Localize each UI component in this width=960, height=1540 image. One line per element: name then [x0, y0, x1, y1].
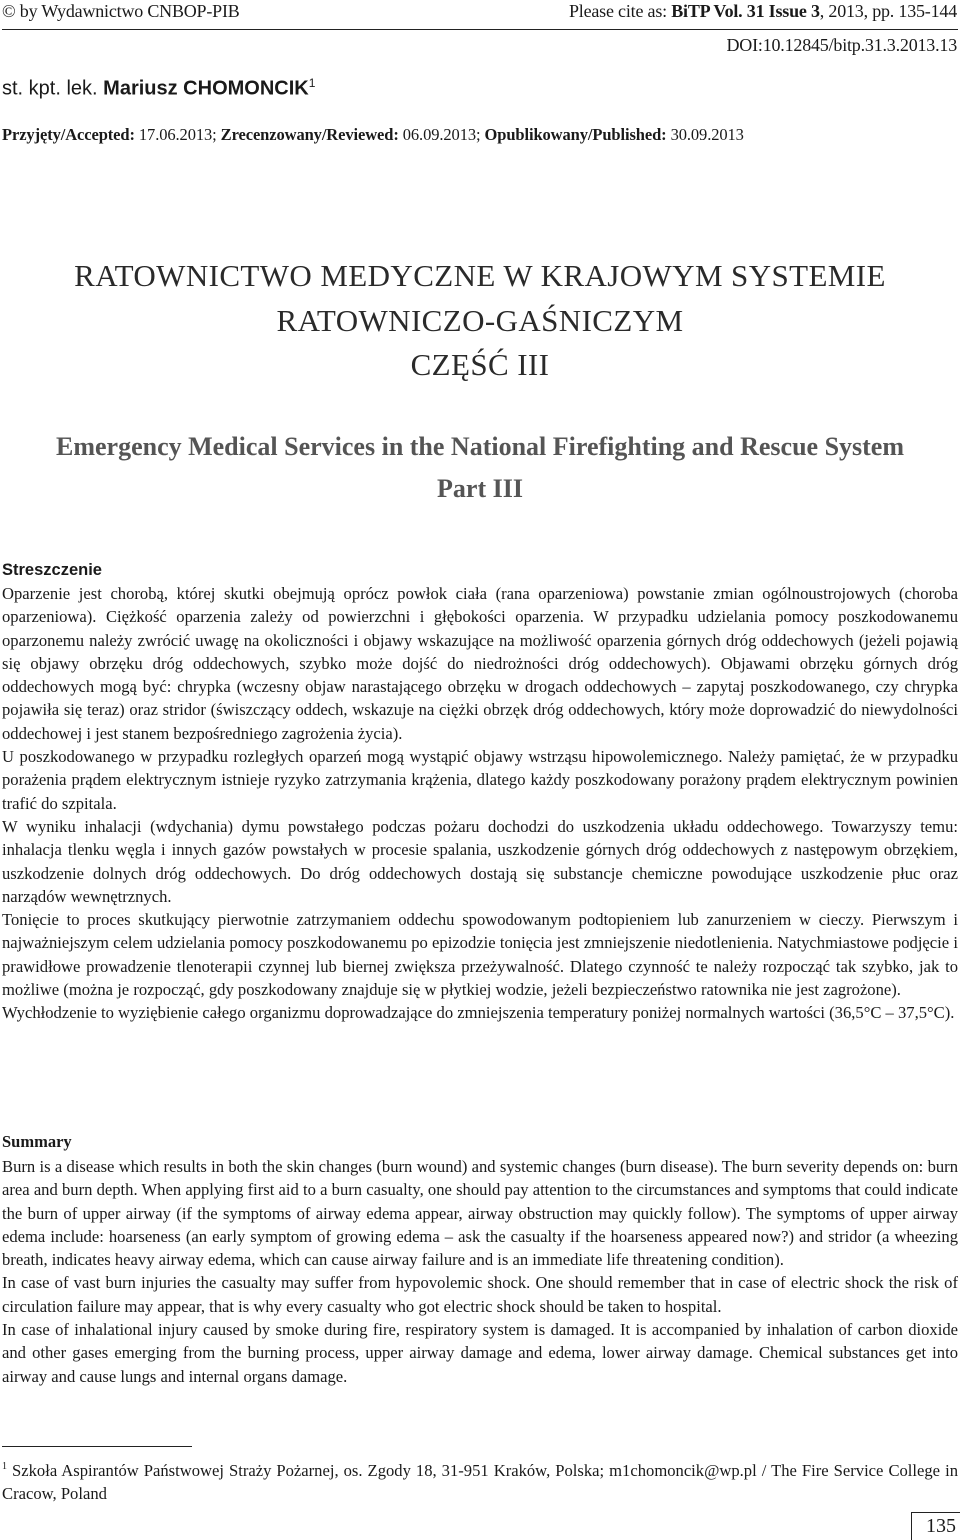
- title-en-line-1: Emergency Medical Services in the National Firefighting and Rescue System: [55, 432, 905, 461]
- summary-paragraph: In case of vast burn injuries the casualty may suffer from hypovolemic shock. One should remember that in case of electric shock the risk of circulation failure may appear, that is why every casualty who got electric shock should be taken to hospital.: [2, 1273, 958, 1316]
- footnote: [2, 1455, 958, 1506]
- citation-prefix: Please cite as:: [568, 1, 672, 21]
- title-en-line-2: Part III: [437, 474, 523, 503]
- author-degree: st. kpt. lek.: [2, 77, 104, 100]
- author: [2, 76, 315, 101]
- abstract-paragraph: W wyniku inhalacji (wdychania) dymu powstałego podczas pożaru dochodzi do uszkodzenia układu oddechowego. Towarzyszy temu: inhalacja tlenku węgla i innych gazów powstałych w procesie spalania, uszkodzenie górnych dróg oddechowych z następowym obrzękiem, uszkodzenie dolnych dróg oddechowych. Do dróg oddechowych dostają się substancje chemiczne powodujące uszkodzenie płuc oraz narządów wewnętrznych.: [2, 816, 958, 906]
- author-name: Mariusz CHOMONCIK: [103, 77, 309, 100]
- abstract-heading: Streszczenie: [2, 561, 102, 579]
- abstract-body: [2, 582, 958, 1025]
- doi: DOI:10.12845/bitp.31.3.2013.13: [726, 35, 957, 55]
- footnote-mark: 1: [2, 1461, 7, 1472]
- copyright-notice: © by Wydawnictwo CNBOP-PIB: [2, 1, 240, 21]
- author-footnote-mark: 1: [308, 76, 316, 90]
- reviewed-label: Zrecenzowany/Reviewed:: [220, 125, 399, 144]
- citation-pages: , 2013, pp. 135-144: [819, 1, 957, 21]
- title-pl-line-2: RATOWNICZO-GAŚNICZYM: [276, 303, 684, 338]
- title-pl-line-3: CZĘŚĆ III: [410, 347, 550, 382]
- published-date: 30.09.2013: [666, 125, 744, 144]
- accepted-label: Przyjęty/Accepted:: [2, 125, 135, 144]
- summary-paragraph: In case of inhalational injury caused by smoke during fire, respiratory system is damaged. It is accompanied by inhalation of carbon dioxide and other gases emerging from the burning process, upper airway damage and edema, lower airway damage. Chemical substances get into airway and cause lungs and internal organs damage.: [2, 1320, 958, 1386]
- footnote-rule: [2, 1446, 192, 1447]
- page-number: 135: [926, 1515, 956, 1537]
- summary-heading: Summary: [2, 1132, 72, 1151]
- footnote-text: Szkoła Aspirantów Państwowej Straży Pożarnej, os. Zgody 18, 31-951 Kraków, Polska; m1chomoncik@wp.pl / The Fire Service College in Cracow, Poland: [2, 1461, 958, 1504]
- abstract-paragraph: U poszkodowanego w przypadku rozległych oparzeń mogą wystąpić objawy wstrząsu hipowolemicznego. Należy pamiętać, że w przypadku porażenia prądem elektrycznym istnieje ryzyko zatrzymania krążenia, dlatego każdy poszkodowany porażony prądem elektrycznym powinien trafić do szpitala.: [2, 747, 958, 813]
- abstract-paragraph: Oparzenie jest chorobą, której skutki obejmują oprócz powłok ciała (rana oparzeniowa) powstanie zmian ogólnoustrojowych (choroba oparzeniowa). Ciężkość oparzenia zależy od powierzchni i głębokości oparzenia. W przypadku udzielania pomocy poszkodowanemu oparzonemu należy zwrócić uwagę na okoliczności i objawy wskazujące na możliwość oparzenia górnych dróg oddechowych (jeżeli pojawią się objawy obrzęku dróg oddechowych, szybko może dojść do niedrożności dróg oddechowych). Objawami obrzęku górnych dróg oddechowych mogą być: chrypka (wczesny objaw narastającego obrzęku w drogach oddechowych – zapytaj poszkodowanego, czy chrypka pojawiła się teraz) oraz stridor (świszczący oddech, wskazuje na ciężki obrzęk dróg oddechowych, który może doprowadzić do niewydolności oddechowej i jest stanem bezpośredniego zagrożenia życia).: [2, 584, 958, 743]
- citation-journal: BiTP Vol. 31 Issue 3: [671, 1, 820, 21]
- abstract-paragraph: Wychłodzenie to wyziębienie całego organizmu doprowadzające do zmniejszenia temperatury poniżej normalnych wartości (36,5°C – 37,5°C).: [2, 1003, 955, 1023]
- publication-dates: [2, 125, 744, 145]
- reviewed-date: 06.09.2013;: [398, 125, 485, 144]
- citation-line: [569, 1, 957, 22]
- header-rule: [2, 29, 958, 30]
- summary-body: [2, 1155, 958, 1388]
- published-label: Opublikowany/Published:: [484, 125, 667, 144]
- accepted-date: 17.06.2013;: [134, 125, 221, 144]
- abstract-paragraph: Tonięcie to proces skutkujący pierwotnie zatrzymaniem oddechu spowodowanym podtopieniem lub zanurzeniem w cieczy. Pierwszym i najważniejszym celem udzielania pomocy poszkodowanemu po epizodzie tonięcia jest zmniejszenie niedotlenienia. Natychmiastowe podjęcie i prawidłowe prowadzenie tlenoterapii czynnej lub biernej zwiększa przeżywalność. Dlatego czynność te należy rozpocząć tak szybko, jak to możliwe (można je rozpocząć, gdy poszkodowany znajduje się w płytkiej wodzie, jeżeli bezpieczeństwo ratownika nie jest zagrożone).: [2, 910, 958, 1000]
- summary-paragraph: Burn is a disease which results in both the skin changes (burn wound) and systemic changes (burn disease). The burn severity depends on: burn area and burn depth. When applying first aid to a burn casualty, one should pay attention to the circumstances and symptoms that could indicate the burn of upper airway (if the symptoms of airway edema appear, airway obstruction may quickly follow). The symptoms of upper airway edema include: hoarseness (an early symptom of growing edema – ask the casualty if the hoarseness appeared now?) and stridor (a wheezing breath, indicates heavy airway edema, which can cause airway failure and is an immediate life threatening condition).: [2, 1157, 958, 1270]
- title-pl-line-1: RATOWNICTWO MEDYCZNE W KRAJOWYM SYSTEMIE: [74, 258, 886, 293]
